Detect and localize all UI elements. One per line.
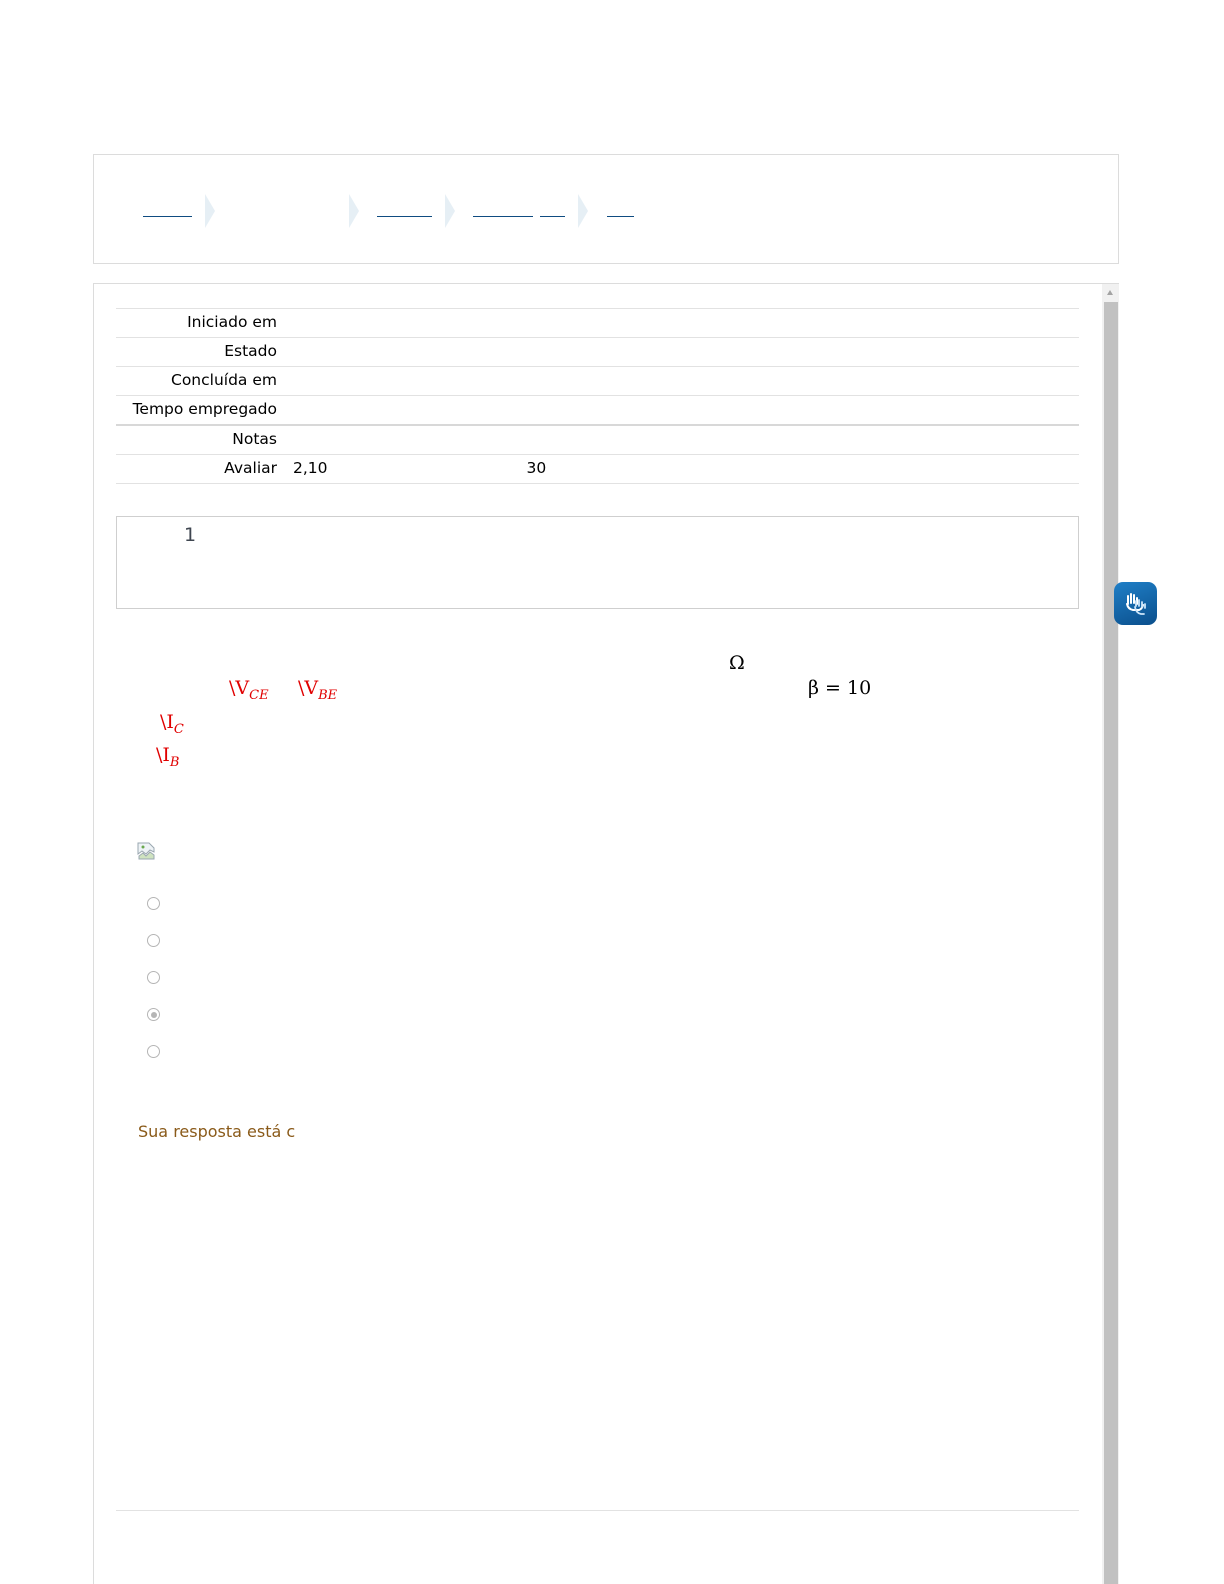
- breadcrumb-link-3[interactable]: [473, 216, 533, 217]
- math-subscript: C: [173, 722, 184, 737]
- answer-option-d-radio[interactable]: [147, 1008, 160, 1021]
- math-symbol: \I: [160, 711, 174, 733]
- math-vbe: [298, 679, 337, 702]
- summary-row-grade: [116, 455, 1079, 484]
- math-symbol: \I: [156, 744, 170, 766]
- math-vce: [229, 679, 269, 702]
- breadcrumb-link-4[interactable]: [607, 216, 634, 217]
- summary-value: [287, 425, 1079, 455]
- scrollbar-thumb[interactable]: [1104, 302, 1118, 1584]
- breadcrumb-link-1[interactable]: [143, 216, 192, 217]
- math-subscript: B: [169, 755, 180, 770]
- summary-row-started: [116, 309, 1079, 338]
- math-beta: β = 10: [808, 677, 872, 699]
- sign-language-hands-icon: [1122, 590, 1149, 617]
- breadcrumb-chevron-icon: [205, 194, 215, 228]
- breadcrumb-link-3b[interactable]: [540, 216, 565, 217]
- broken-image-icon: [137, 842, 155, 860]
- answer-feedback: Sua resposta está c: [138, 1122, 296, 1141]
- breadcrumb-link-2[interactable]: [377, 216, 432, 217]
- grade-value: 2,10: [293, 459, 328, 477]
- answer-option-c-radio[interactable]: [147, 971, 160, 984]
- math-omega: Ω: [729, 652, 745, 674]
- summary-value: [287, 338, 1079, 367]
- grade-out-of: 30: [526, 459, 547, 477]
- scroll-up-arrow-icon[interactable]: [1102, 284, 1119, 301]
- math-ib: [156, 746, 179, 769]
- summary-label: Concluída em: [116, 367, 287, 396]
- summary-value: [287, 309, 1079, 338]
- summary-row-time-taken: [116, 396, 1079, 426]
- summary-label: Tempo empregado: [116, 396, 287, 426]
- breadcrumb-chevron-icon: [578, 194, 588, 228]
- summary-value: [287, 396, 1079, 426]
- answer-option-e-radio[interactable]: [147, 1045, 160, 1058]
- summary-label: Avaliar: [116, 455, 287, 484]
- summary-row-state: [116, 338, 1079, 367]
- summary-label: Estado: [116, 338, 287, 367]
- math-ic: [160, 713, 184, 736]
- summary-label: Iniciado em: [116, 309, 287, 338]
- breadcrumb-chevron-icon: [349, 194, 359, 228]
- math-symbol: \V: [298, 677, 319, 699]
- attempt-summary-table: [116, 308, 1079, 484]
- question-info-box: [116, 516, 1079, 609]
- answer-option-a-radio[interactable]: [147, 897, 160, 910]
- question-number: 1: [184, 524, 197, 546]
- breadcrumb-chevron-icon: [445, 194, 455, 228]
- summary-label: Notas: [116, 425, 287, 455]
- math-subscript: BE: [318, 688, 338, 703]
- summary-row-completed: [116, 367, 1079, 396]
- summary-value: [287, 367, 1079, 396]
- math-symbol: \V: [229, 677, 250, 699]
- summary-row-marks: [116, 425, 1079, 455]
- breadcrumb: [93, 154, 1119, 264]
- divider: [116, 1510, 1079, 1511]
- accessibility-widget-button[interactable]: [1114, 582, 1157, 625]
- math-subscript: CE: [249, 688, 269, 703]
- answer-option-b-radio[interactable]: [147, 934, 160, 947]
